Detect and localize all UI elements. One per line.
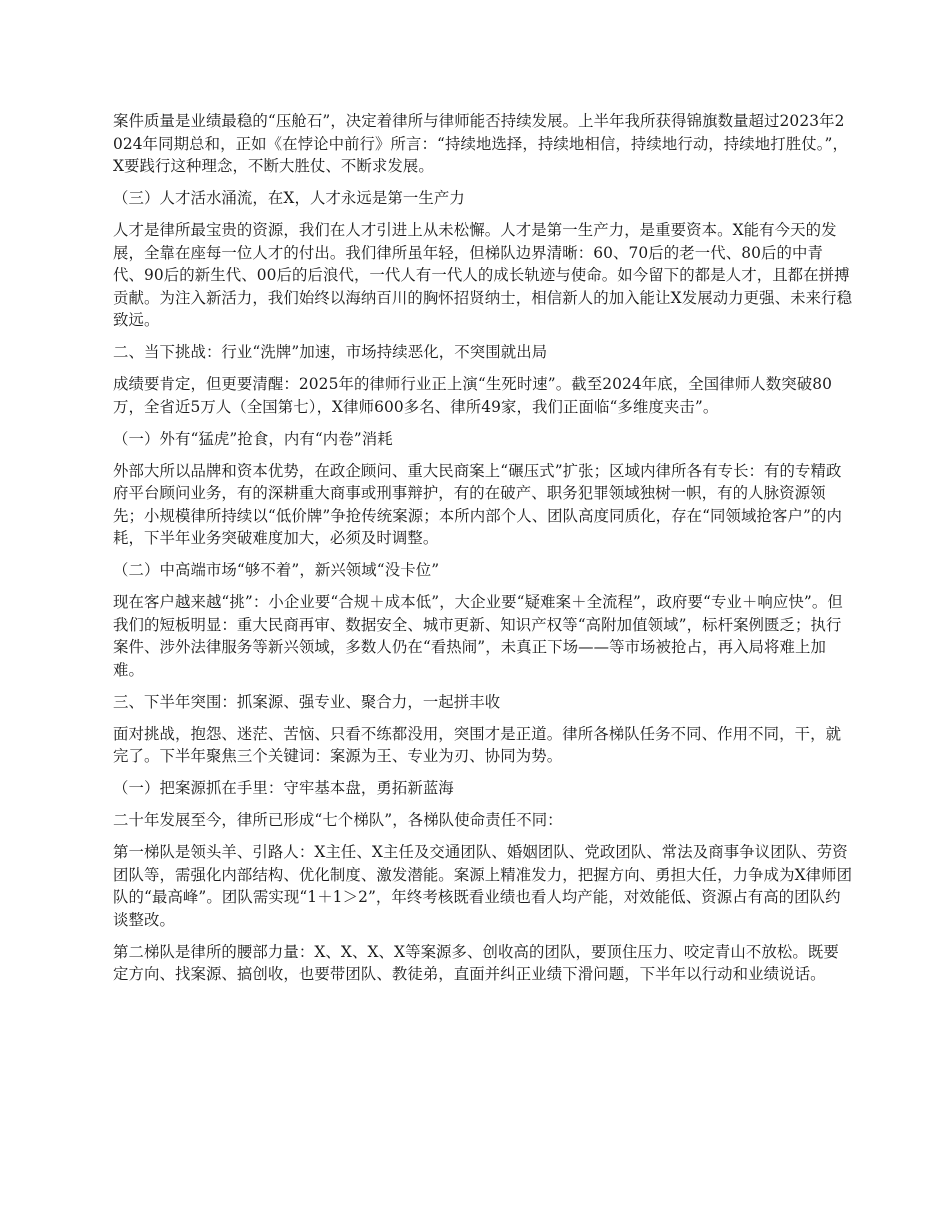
- paragraph-challenges: 成绩要肯定，但更要清醒：2025年的律师行业正上演“生死时速”。截至2024年底，全国律师人数突破80万，全省近5万人（全国第七），X律师600多名、律所49家，我们正面临“多维度夹击”。: [113, 375, 832, 416]
- section-heading-breakthrough: 三、下半年突围：抓案源、强专业、聚合力，一起拼丰收: [113, 692, 501, 711]
- paragraph-talent: 人才是律所最宝贵的资源，我们在人才引进上从未松懈。人才是第一生产力，是重要资本。X能有今天的发展，全靠在座每一位人才的付出。我们律所虽年轻，但梯队边界清晰：60、70后的老一代、80后的中青代、90后的新生代、00后的后浪代，一代人有一代人的成长轨迹与使命。如今留下的都是人才，且都在拼搏贡献。为注入新活力，我们始终以海纳百川的胸怀招贤纳士，相信新人的加入能让X发展动力更强、未来行稳致远。: [113, 221, 853, 329]
- paragraph-case-quality: 案件质量是业绩最稳的“压舱石”，决定着律所与律师能否持续发展。上半年我所获得锦旗数量超过2023年2024年同期总和，正如《在悖论中前行》所言：“持续地选择，持续地相信，持续地行动，持续地打胜仗。”，X要践行这种理念，不断大胜仗、不断求发展。: [113, 112, 848, 175]
- section-heading-case-sources: （一）把案源抓在手里：守牢基本盘，勇拓新蓝海: [113, 779, 454, 797]
- paragraph-seven-tiers: 二十年发展至今，律所已形成“七个梯队”，各梯队使命责任不同：: [113, 811, 563, 829]
- paragraph-first-tier: 第一梯队是领头羊、引路人：X主任、X主任及交通团队、婚姻团队、党政团队、常法及商事争议团队、劳资团队等，需强化内部结构、优化制度、激发潜能。案源上精准发力，把握方向、勇担大任，力争成为X律师团队的“最高峰”。团队需实现“1＋1＞2”，年终考核既看业绩也看人均产能，对效能低、资源占有高的团队约谈整改。: [113, 843, 853, 929]
- section-heading-high-end-market: （二）中高端市场“够不着”，新兴领域“没卡位”: [113, 561, 440, 579]
- paragraph-high-end-market: 现在客户越来越“挑”：小企业要“合规＋成本低”，大企业要“疑难案＋全流程”，政府要“专业＋响应快”。但我们的短板明显：重大民商再审、数据安全、城市更新、知识产权等“高附加值领域”，标杆案例匮乏；执行案件、涉外法律服务等新兴领域，多数人仍在“看热闹”，未真正下场——等市场被抢占，再入局将难上加难。: [113, 593, 843, 679]
- paragraph-competition: 外部大所以品牌和资本优势，在政企顾问、重大民商案上“碾压式”扩张；区域内律所各有专长：有的专精政府平台顾问业务，有的深耕重大商事或刑事辩护，有的在破产、职务犯罪领域独树一帜，有的人脉资源领先；小规模律所持续以“低价牌”争抢传统案源；本所内部个人、团队高度同质化，存在“同领域抢客户”的内耗，下半年业务突破难度加大，必须及时调整。: [113, 461, 842, 547]
- document-body: [113, 110, 853, 995]
- section-heading-challenges: 二、当下挑战：行业“洗牌”加速，市场持续恶化，不突围就出局: [113, 343, 548, 361]
- paragraph-breakthrough: 面对挑战，抱怨、迷茫、苦恼、只看不练都没用，突围才是正道。律所各梯队任务不同、作用不同，干，就完了。下半年聚焦三个关键词：案源为王、专业为刃、协同为势。: [113, 724, 842, 765]
- paragraph-second-tier: 第二梯队是律所的腰部力量：X、X、X、X等案源多、创收高的团队，要顶住压力、咬定青山不放松。既要定方向、找案源、搞创收，也要带团队、教徒弟，直面并纠正业绩下滑问题，下半年以行动和业绩说话。: [113, 942, 839, 983]
- section-heading-competition: （一）外有“猛虎”抢食，内有“内卷”消耗: [113, 429, 393, 448]
- section-heading-talent: （三）人才活水涌流，在X，人才永远是第一生产力: [113, 189, 465, 207]
